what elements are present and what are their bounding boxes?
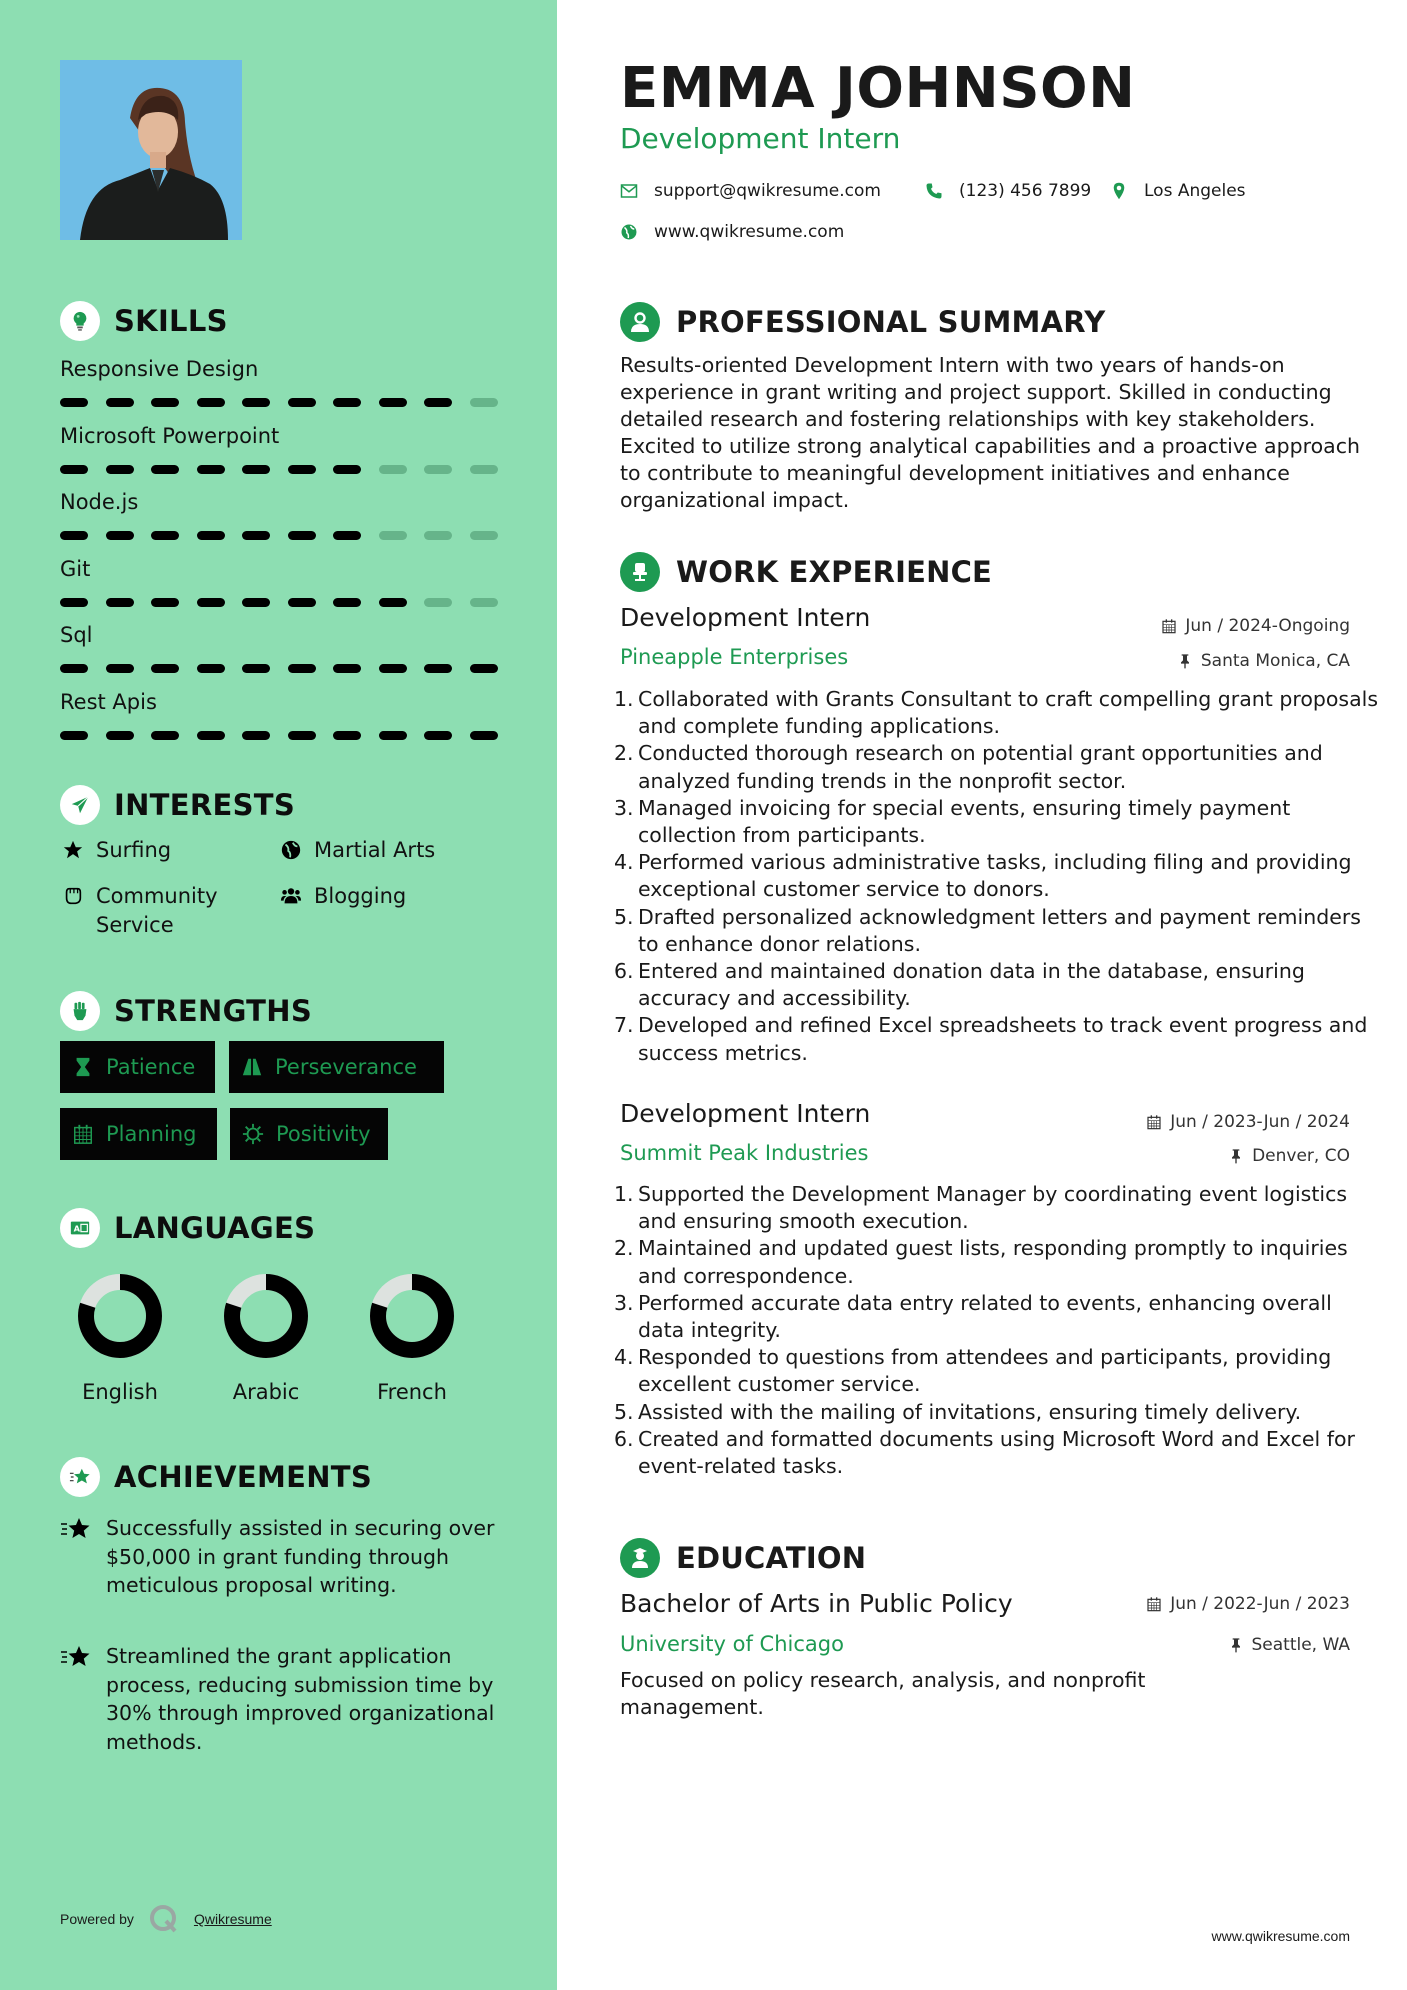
skill-level-segment [470, 731, 498, 740]
language-item [201, 1272, 331, 1404]
candidate-name: EMMA JOHNSON [620, 56, 1136, 121]
bullet-text: Drafted personalized acknowledgment letters and payment reminders to enhance donor relations. [638, 904, 1361, 956]
skill-level-segment [197, 598, 225, 607]
language-proficiency-donut [76, 1272, 164, 1360]
job-bullet [614, 795, 1380, 849]
achievements-heading: ACHIEVEMENTS [60, 1456, 372, 1498]
skill-level-bar [60, 598, 498, 607]
skills-heading: SKILLS [60, 300, 228, 342]
skill-level-segment [106, 398, 134, 407]
skill-item [60, 488, 500, 540]
powered-by: Powered by Qwikresume [60, 1903, 272, 1935]
experience-heading: WORK EXPERIENCE [620, 550, 992, 594]
education-school: University of Chicago [620, 1632, 844, 1656]
skill-item [60, 555, 500, 607]
skill-level-segment [197, 398, 225, 407]
skill-level-segment [151, 398, 179, 407]
paper-plane-icon [60, 785, 100, 825]
skill-level-segment [288, 465, 316, 474]
sun-icon [242, 1123, 264, 1145]
skill-level-segment [424, 598, 452, 607]
bullet-text: Entered and maintained donation data in the database, ensuring accuracy and accessibility. [638, 959, 1305, 1011]
skill-level-segment [333, 531, 361, 540]
globe-icon [278, 837, 304, 863]
skill-level-segment [106, 598, 134, 607]
achievement-item: Successfully assisted in securing over $50,000 in grant funding through meticulous proposal writing. [60, 1514, 510, 1600]
skill-label: Node.js [60, 490, 139, 514]
candidate-title: Development Intern [620, 122, 901, 155]
skill-level-segment [379, 598, 407, 607]
shooting-star-icon [60, 1457, 100, 1497]
skill-level-segment [424, 465, 452, 474]
skill-level-segment [379, 398, 407, 407]
road-icon [241, 1056, 263, 1078]
fist-icon [60, 883, 86, 909]
main-content [557, 0, 1407, 1990]
interest-item-community-service: Community Service [60, 882, 218, 940]
skill-level-segment [106, 731, 134, 740]
bullet-text: Managed invoicing for special events, ensuring timely payment collection from participants. [638, 795, 1291, 848]
graduate-icon [620, 1538, 660, 1578]
interest-item-martial-arts: Martial Arts [278, 836, 435, 865]
contact-website[interactable]: www.qwikresume.com [620, 222, 844, 242]
footer-website-link[interactable]: www.qwikresume.com [1211, 1928, 1350, 1944]
skill-level-segment [197, 465, 225, 474]
skill-level-segment [333, 731, 361, 740]
skill-label: Git [60, 557, 91, 581]
bullet-text: Performed accurate data entry related to events, enhancing overall data integrity. [638, 1290, 1332, 1343]
skill-level-segment [242, 398, 270, 407]
bullet-number: 6. [614, 1426, 634, 1451]
job-bullet [614, 904, 1380, 958]
job-bullet [614, 1012, 1380, 1066]
skill-level-segment [60, 398, 88, 407]
skill-level-segment [60, 664, 88, 673]
skill-level-segment [60, 465, 88, 474]
skill-level-bar [60, 731, 498, 740]
skill-level-segment [379, 531, 407, 540]
job-bullets [614, 686, 1380, 1067]
skill-level-segment [242, 465, 270, 474]
skill-level-segment [151, 465, 179, 474]
language-label: French [377, 1380, 447, 1404]
job-bullet [614, 1426, 1380, 1480]
skill-level-segment [470, 465, 498, 474]
job-bullet [614, 1399, 1380, 1426]
contact-phone[interactable]: (123) 456 7899 [925, 181, 1091, 201]
bullet-number: 3. [614, 795, 634, 820]
job-bullet [614, 958, 1380, 1012]
skill-label: Rest Apis [60, 690, 157, 714]
star-icon [60, 837, 86, 863]
skill-level-segment [470, 531, 498, 540]
job-bullet [614, 1235, 1380, 1289]
skill-label: Microsoft Powerpoint [60, 424, 280, 448]
skill-item [60, 621, 500, 673]
users-icon [278, 883, 304, 909]
skill-level-segment [424, 531, 452, 540]
skill-level-segment [288, 731, 316, 740]
job-bullet [614, 1290, 1380, 1344]
svg-text:A: A [73, 1223, 80, 1234]
skill-label: Responsive Design [60, 357, 259, 381]
bullet-number: 6. [614, 959, 634, 984]
bullet-number: 4. [614, 1345, 634, 1370]
bullet-text: Supported the Development Manager by coordinating event logistics and ensuring smooth execution. [638, 1182, 1348, 1234]
summary-text: Results-oriented Development Intern with two years of hands-on experience in grant writing and project support. Skilled in conducting detailed research and fostering relationships with key stakeholders. Excited to utilize strong analytical capabilities and a proactive approach to contribute to meaningful development initiatives and enhance organizational impact. [620, 353, 1360, 512]
strength-badge-patience: Patience [60, 1041, 215, 1093]
skill-level-segment [151, 598, 179, 607]
phone-icon [925, 182, 943, 200]
education-heading: EDUCATION [620, 1536, 866, 1580]
hourglass-icon [72, 1056, 94, 1078]
job-title: Development Intern [620, 1099, 871, 1128]
languages-heading: A LANGUAGES [60, 1207, 315, 1249]
language-icon [60, 1208, 100, 1248]
education-degree: Bachelor of Arts in Public Policy [620, 1589, 1013, 1618]
calendar-icon [1146, 1596, 1162, 1612]
bullet-text: Developed and refined Excel spreadsheets to track event progress and success metrics. [638, 1013, 1368, 1065]
calendar-icon [1161, 618, 1177, 634]
pushpin-icon [1177, 653, 1193, 669]
office-chair-icon [620, 552, 660, 592]
skill-level-segment [424, 731, 452, 740]
qwikresume-logo-icon [148, 1903, 180, 1935]
education-description: Focused on policy research, analysis, and nonprofit management. [620, 1668, 1146, 1719]
interest-item-blogging: Blogging [278, 882, 406, 911]
skill-label: Sql [60, 623, 93, 647]
globe-icon [620, 223, 638, 241]
strength-badge-positivity: Positivity [230, 1108, 388, 1160]
interest-item-surfing: Surfing [60, 836, 171, 865]
achievement-item: Streamlined the grant application process, reducing submission time by 30% through improved organizational methods. [60, 1642, 510, 1756]
user-icon [620, 302, 660, 342]
qwikresume-link[interactable]: Qwikresume [193, 1911, 272, 1927]
job-bullet [614, 686, 1380, 740]
skill-level-segment [60, 531, 88, 540]
strength-badge-planning: Planning [60, 1108, 217, 1160]
job-bullet [614, 849, 1380, 903]
strengths-heading: STRENGTHS [60, 990, 312, 1032]
skill-level-segment [242, 531, 270, 540]
education-dates: Jun / 2022-Jun / 2023 [1146, 1594, 1350, 1614]
language-item [347, 1272, 477, 1404]
calendar-icon [1146, 1114, 1162, 1130]
skill-level-segment [379, 731, 407, 740]
skill-level-segment [470, 398, 498, 407]
skill-level-segment [106, 465, 134, 474]
bullet-number: 5. [614, 1399, 634, 1424]
person-photo-icon [60, 60, 242, 240]
bullet-text: Assisted with the mailing of invitations, ensuring timely delivery. [638, 1399, 1302, 1424]
skill-level-segment [197, 531, 225, 540]
profile-photo [60, 60, 242, 240]
skill-level-segment [106, 664, 134, 673]
language-label: English [82, 1380, 158, 1404]
bullet-text: Maintained and updated guest lists, responding promptly to inquiries and correspondence. [638, 1236, 1348, 1288]
skill-level-segment [106, 531, 134, 540]
bullet-number: 3. [614, 1290, 634, 1315]
skill-item [60, 355, 500, 407]
skill-level-segment [379, 664, 407, 673]
bullet-text: Performed various administrative tasks, including filing and providing exceptional customer service to donors. [638, 850, 1352, 902]
bullet-text: Conducted thorough research on potential grant opportunities and analyzed funding trends in the nonprofit sector. [638, 741, 1323, 793]
language-label: Arabic [232, 1380, 300, 1404]
summary-heading: PROFESSIONAL SUMMARY [620, 300, 1105, 344]
job-dates: Jun / 2024-Ongoing [1161, 616, 1350, 636]
shooting-star-icon [60, 1516, 92, 1544]
skill-level-bar [60, 664, 498, 673]
job-bullets [614, 1181, 1380, 1480]
skill-level-segment [333, 398, 361, 407]
skill-level-segment [60, 731, 88, 740]
skill-level-bar [60, 465, 498, 474]
pushpin-icon [1228, 1148, 1244, 1164]
skill-level-segment [470, 664, 498, 673]
bullet-number: 5. [614, 904, 634, 929]
skill-level-segment [60, 598, 88, 607]
skill-level-segment [242, 664, 270, 673]
job-title: Development Intern [620, 603, 871, 632]
skill-level-segment [151, 664, 179, 673]
calendar-icon [72, 1123, 94, 1145]
job-location: Santa Monica, CA [1177, 651, 1350, 671]
job-bullet [614, 740, 1380, 794]
contact-location: Los Angeles [1110, 181, 1246, 201]
skill-level-bar [60, 398, 498, 407]
job-company: Summit Peak Industries [620, 1141, 869, 1165]
skill-level-segment [288, 598, 316, 607]
bullet-text: Responded to questions from attendees and participants, providing excellent customer service. [638, 1345, 1332, 1397]
skill-level-segment [424, 398, 452, 407]
bullet-number: 2. [614, 1236, 634, 1261]
skill-level-segment [333, 465, 361, 474]
bullet-number: 2. [614, 741, 634, 766]
bullet-text: Created and formatted documents using Microsoft Word and Excel for event-related tasks. [638, 1426, 1355, 1479]
skill-item [60, 688, 500, 740]
raised-fist-icon [60, 991, 100, 1031]
interests-heading: INTERESTS [60, 784, 295, 826]
job-bullet [614, 1181, 1380, 1235]
skill-level-segment [379, 465, 407, 474]
sidebar [0, 0, 557, 1990]
skill-level-segment [333, 664, 361, 673]
language-proficiency-donut [222, 1272, 310, 1360]
shooting-star-icon [60, 1644, 92, 1672]
skill-level-segment [424, 664, 452, 673]
bullet-number: 7. [614, 1013, 634, 1038]
skill-level-bar [60, 531, 498, 540]
skill-level-segment [151, 531, 179, 540]
bullet-number: 4. [614, 850, 634, 875]
job-dates: Jun / 2023-Jun / 2024 [1146, 1112, 1350, 1132]
skill-level-segment [470, 598, 498, 607]
education-location: Seattle, WA [1228, 1635, 1351, 1655]
skill-level-segment [197, 664, 225, 673]
skill-level-segment [242, 598, 270, 607]
skill-level-segment [151, 731, 179, 740]
skill-level-segment [288, 664, 316, 673]
contact-email[interactable]: support@qwikresume.com [620, 181, 881, 201]
skill-level-segment [333, 598, 361, 607]
strength-badge-perseverance: Perseverance [229, 1041, 444, 1093]
job-company: Pineapple Enterprises [620, 645, 849, 669]
map-pin-icon [1110, 182, 1128, 200]
envelope-icon [620, 182, 638, 200]
skill-level-segment [242, 731, 270, 740]
lightbulb-icon [60, 301, 100, 341]
job-bullet [614, 1344, 1380, 1398]
skill-level-segment [288, 398, 316, 407]
pushpin-icon [1228, 1637, 1244, 1653]
bullet-number: 1. [614, 1182, 634, 1206]
job-location: Denver, CO [1228, 1146, 1350, 1166]
skill-level-segment [197, 731, 225, 740]
bullet-number: 1. [614, 687, 634, 711]
bullet-text: Collaborated with Grants Consultant to craft compelling grant proposals and complete funding applications. [638, 687, 1379, 739]
skill-item [60, 422, 500, 474]
language-item [55, 1272, 185, 1404]
skill-level-segment [288, 531, 316, 540]
language-proficiency-donut [368, 1272, 456, 1360]
